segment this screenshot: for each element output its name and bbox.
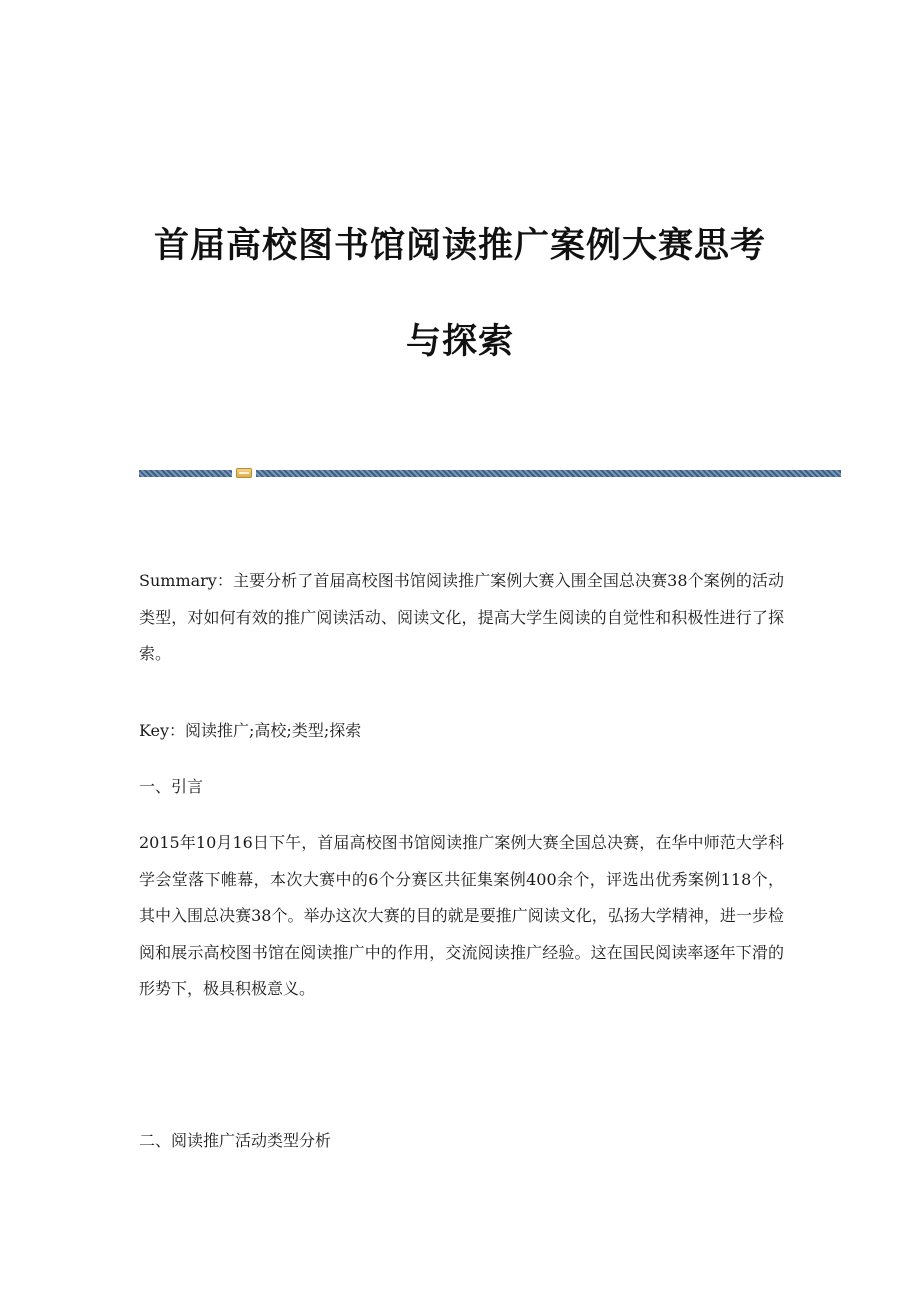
section-heading-introduction: 一、引言 [139, 777, 204, 796]
section-heading-activity-types: 二、阅读推广活动类型分析 [139, 1131, 332, 1150]
document-title-line-1: 首届高校图书馆阅读推广案例大赛思考 [153, 226, 766, 266]
introduction-paragraph: 2015年10月16日下午，首届高校图书馆阅读推广案例大赛全国总决赛，在华中师范大学科学会堂落下帷幕，本次大赛中的6个分赛区共征集案例400余个，评选出优秀案例118个，其中入围总决赛38个。举办这次大赛的目的就是要推广阅读文化，弘扬大学精神，进一步检阅和展示高校图书馆在阅读推广中的作用，交流阅读推广经验。这在国民阅读率逐年下滑的形势下，极具积极意义。 [139, 833, 784, 998]
keywords-line: Key：阅读推广;高校;类型;探索 [139, 721, 362, 740]
summary-paragraph: Summary：主要分析了首届高校图书馆阅读推广案例大赛入围全国总决赛38个案例的活动类型，对如何有效的推广阅读活动、阅读文化，提高大学生阅读的自觉性和积极性进行了探索。 [139, 571, 784, 663]
divider-bar-right [256, 470, 841, 477]
divider-bar-left [139, 470, 232, 477]
divider-ornament-icon [236, 468, 252, 478]
title-divider [139, 468, 841, 478]
document-title-line-2: 与探索 [405, 322, 514, 362]
